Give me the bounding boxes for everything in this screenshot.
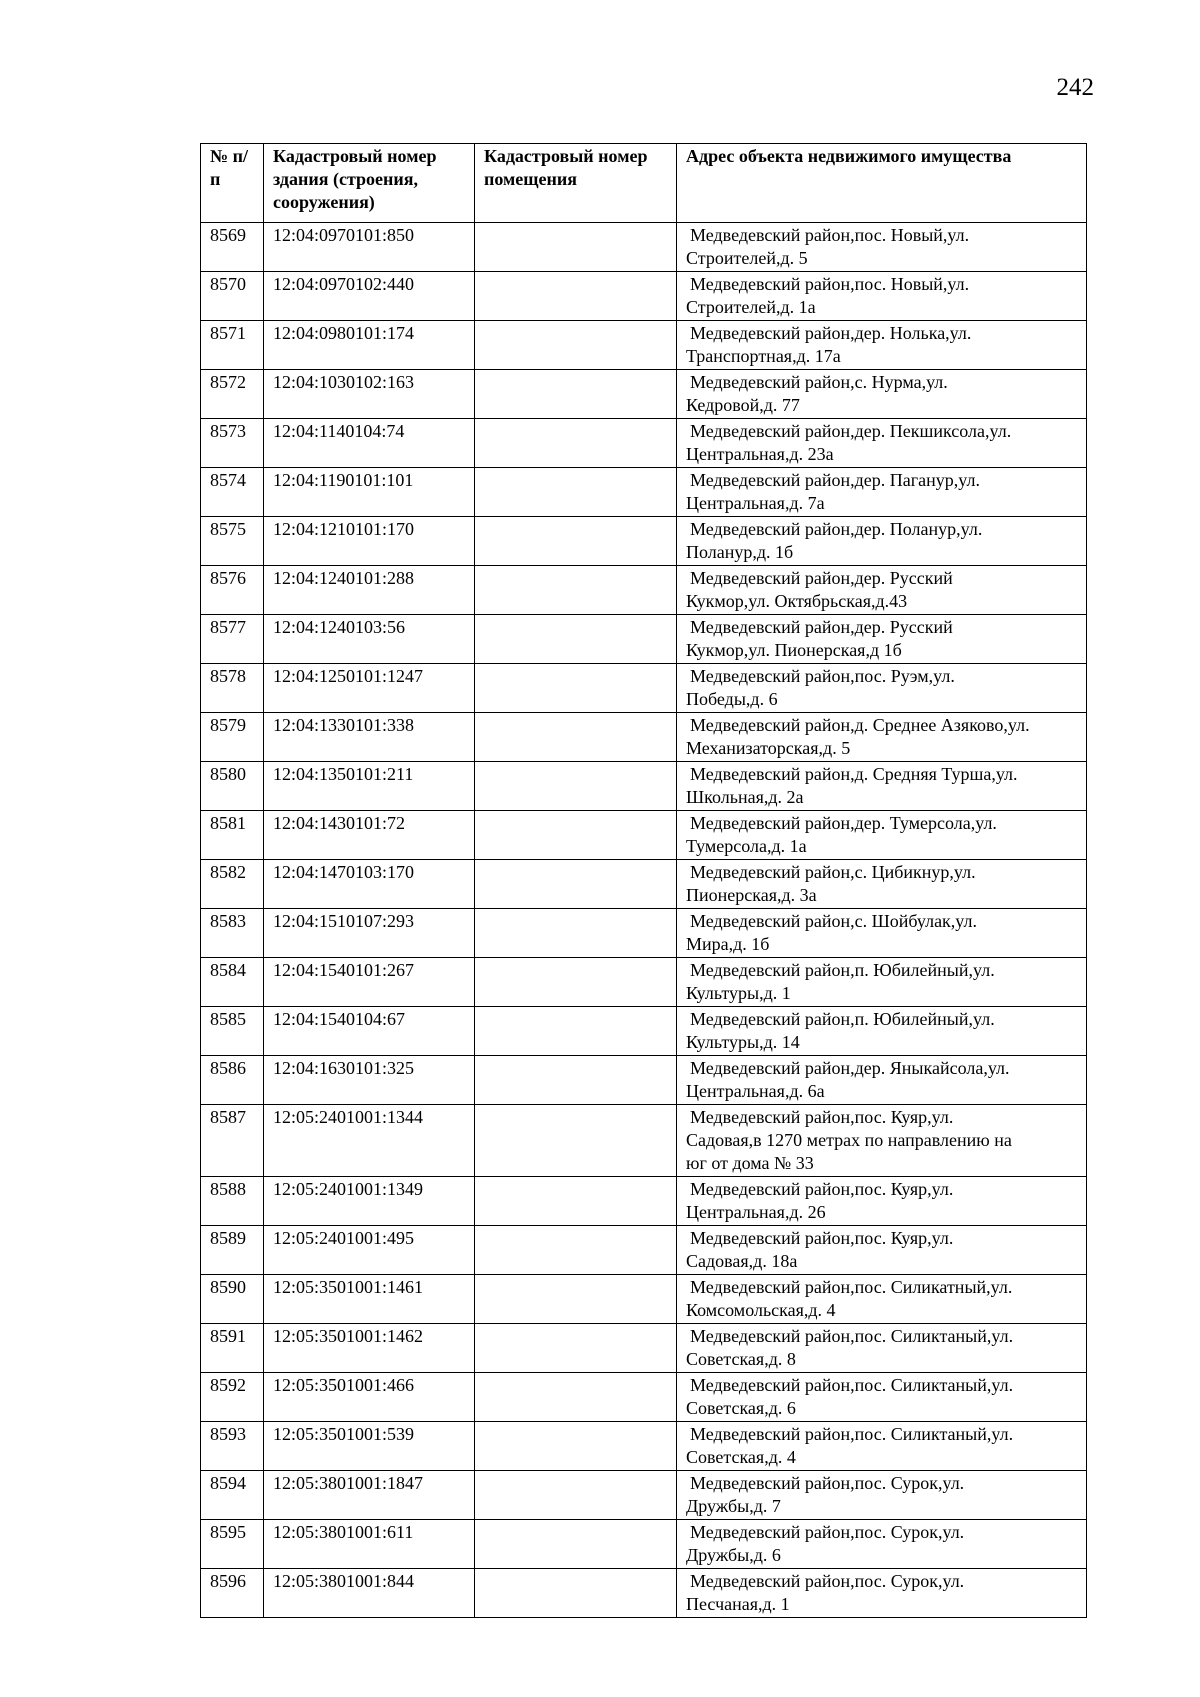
table-row (201, 909, 1087, 958)
property-address (677, 1324, 1087, 1373)
building-cadastral-number: 12:04:1250101:1247 (264, 664, 475, 713)
room-cadastral-number (475, 860, 677, 909)
property-address (677, 909, 1087, 958)
address-line: Медведевский район,дер. Пекшиксола,ул. (690, 421, 1012, 441)
row-number: 8575 (201, 517, 264, 566)
table-row (201, 713, 1087, 762)
address-line: Победы,д. 6 (686, 689, 778, 709)
address-line: Дружбы,д. 7 (686, 1496, 781, 1516)
row-number: 8578 (201, 664, 264, 713)
address-line: Медведевский район,пос. Силикатный,ул. (690, 1277, 1013, 1297)
building-cadastral-number: 12:05:2401001:495 (264, 1226, 475, 1275)
address-line: Медведевский район,пос. Руэм,ул. (690, 666, 955, 686)
row-number: 8592 (201, 1373, 264, 1422)
room-cadastral-number (475, 566, 677, 615)
table-row (201, 272, 1087, 321)
building-cadastral-number: 12:04:1630101:325 (264, 1056, 475, 1105)
room-cadastral-number (475, 1056, 677, 1105)
building-cadastral-number: 12:05:3801001:611 (264, 1520, 475, 1569)
row-number: 8574 (201, 468, 264, 517)
room-cadastral-number (475, 321, 677, 370)
address-line: Строителей,д. 5 (686, 248, 808, 268)
property-address (677, 1569, 1087, 1618)
property-address (677, 468, 1087, 517)
table-row (201, 1471, 1087, 1520)
address-line: Советская,д. 6 (686, 1398, 796, 1418)
building-cadastral-number: 12:04:1510107:293 (264, 909, 475, 958)
row-number: 8589 (201, 1226, 264, 1275)
room-cadastral-number (475, 713, 677, 762)
room-cadastral-number (475, 468, 677, 517)
building-cadastral-number: 12:05:3501001:466 (264, 1373, 475, 1422)
room-cadastral-number (475, 1373, 677, 1422)
property-registry-table (200, 143, 1087, 1618)
row-number: 8588 (201, 1177, 264, 1226)
table-row (201, 1569, 1087, 1618)
building-cadastral-number: 12:04:1350101:211 (264, 762, 475, 811)
address-line: Поланур,д. 1б (686, 542, 794, 562)
building-cadastral-number: 12:04:1240103:56 (264, 615, 475, 664)
address-line: Дружбы,д. 6 (686, 1545, 781, 1565)
address-line: Медведевский район,пос. Силиктаный,ул. (690, 1424, 1014, 1444)
address-line: Культуры,д. 1 (686, 983, 791, 1003)
property-address (677, 1520, 1087, 1569)
property-address (677, 1226, 1087, 1275)
address-line: Медведевский район,пос. Куяр,ул. (690, 1107, 954, 1127)
row-number: 8585 (201, 1007, 264, 1056)
page-number: 242 (1056, 74, 1094, 101)
building-cadastral-number: 12:04:1430101:72 (264, 811, 475, 860)
address-line: Школьная,д. 2а (686, 787, 804, 807)
address-line: Механизаторская,д. 5 (686, 738, 851, 758)
building-cadastral-number: 12:04:1140104:74 (264, 419, 475, 468)
property-address (677, 517, 1087, 566)
row-number: 8579 (201, 713, 264, 762)
building-cadastral-number: 12:04:0970102:440 (264, 272, 475, 321)
property-address (677, 1056, 1087, 1105)
building-cadastral-number: 12:05:3801001:1847 (264, 1471, 475, 1520)
address-line: Медведевский район,д. Средняя Турша,ул. (690, 764, 1018, 784)
property-address (677, 860, 1087, 909)
table-row (201, 1105, 1087, 1177)
building-cadastral-number: 12:04:1210101:170 (264, 517, 475, 566)
address-line: Транспортная,д. 17а (686, 346, 841, 366)
table-header-row (201, 144, 1087, 223)
address-line: юг от дома № 33 (686, 1153, 814, 1173)
address-line: Кукмор,ул. Октябрьская,д.43 (686, 591, 908, 611)
address-line: Песчаная,д. 1 (686, 1594, 790, 1614)
address-line: Медведевский район,пос. Куяр,ул. (690, 1228, 954, 1248)
room-cadastral-number (475, 811, 677, 860)
property-address (677, 419, 1087, 468)
table-row (201, 566, 1087, 615)
building-cadastral-number: 12:04:1540101:267 (264, 958, 475, 1007)
property-address (677, 1275, 1087, 1324)
address-line: Кедровой,д. 77 (686, 395, 800, 415)
row-number: 8596 (201, 1569, 264, 1618)
row-number: 8570 (201, 272, 264, 321)
table-row (201, 762, 1087, 811)
property-address (677, 321, 1087, 370)
header-address: Адрес объекта недвижимого имущества (677, 144, 1087, 223)
address-line: Центральная,д. 7а (686, 493, 825, 513)
address-line: Медведевский район,с. Нурма,ул. (690, 372, 948, 392)
property-address (677, 664, 1087, 713)
address-line: Медведевский район,с. Цибикнур,ул. (690, 862, 976, 882)
row-number: 8571 (201, 321, 264, 370)
address-line: Строителей,д. 1а (686, 297, 816, 317)
row-number: 8581 (201, 811, 264, 860)
table-row (201, 321, 1087, 370)
address-line: Центральная,д. 6а (686, 1081, 825, 1101)
row-number: 8587 (201, 1105, 264, 1177)
room-cadastral-number (475, 1177, 677, 1226)
address-line: Советская,д. 8 (686, 1349, 796, 1369)
property-address (677, 1007, 1087, 1056)
property-address (677, 1471, 1087, 1520)
row-number: 8569 (201, 223, 264, 272)
table-row (201, 1422, 1087, 1471)
table-body (201, 223, 1087, 1618)
table-row (201, 958, 1087, 1007)
property-address (677, 370, 1087, 419)
building-cadastral-number: 12:04:1190101:101 (264, 468, 475, 517)
property-address (677, 811, 1087, 860)
room-cadastral-number (475, 370, 677, 419)
row-number: 8586 (201, 1056, 264, 1105)
table-row (201, 419, 1087, 468)
building-cadastral-number: 12:04:0970101:850 (264, 223, 475, 272)
row-number: 8595 (201, 1520, 264, 1569)
address-line: Медведевский район,пос. Сурок,ул. (690, 1522, 965, 1542)
building-cadastral-number: 12:04:1330101:338 (264, 713, 475, 762)
table-row (201, 811, 1087, 860)
property-address (677, 713, 1087, 762)
address-line: Медведевский район,дер. Паганур,ул. (690, 470, 980, 490)
address-line: Медведевский район,пос. Силиктаный,ул. (690, 1375, 1014, 1395)
table-row (201, 1373, 1087, 1422)
building-cadastral-number: 12:05:3801001:844 (264, 1569, 475, 1618)
table-row (201, 1324, 1087, 1373)
property-address (677, 762, 1087, 811)
header-number: № п/п (201, 144, 264, 223)
header-building-cadastral: Кадастровый номер здания (строения, сооружения) (264, 144, 475, 223)
property-address (677, 1373, 1087, 1422)
room-cadastral-number (475, 958, 677, 1007)
row-number: 8576 (201, 566, 264, 615)
address-line: Медведевский район,п. Юбилейный,ул. (690, 1009, 995, 1029)
row-number: 8591 (201, 1324, 264, 1373)
room-cadastral-number (475, 419, 677, 468)
property-address (677, 566, 1087, 615)
address-line: Медведевский район,пос. Сурок,ул. (690, 1473, 965, 1493)
room-cadastral-number (475, 1471, 677, 1520)
row-number: 8580 (201, 762, 264, 811)
property-address (677, 223, 1087, 272)
address-line: Медведевский район,п. Юбилейный,ул. (690, 960, 995, 980)
building-cadastral-number: 12:05:3501001:1461 (264, 1275, 475, 1324)
room-cadastral-number (475, 1105, 677, 1177)
address-line: Садовая,в 1270 метрах по направлению на (686, 1130, 1012, 1150)
address-line: Центральная,д. 23а (686, 444, 834, 464)
row-number: 8584 (201, 958, 264, 1007)
property-address (677, 958, 1087, 1007)
address-line: Мира,д. 1б (686, 934, 770, 954)
row-number: 8572 (201, 370, 264, 419)
room-cadastral-number (475, 1275, 677, 1324)
address-line: Центральная,д. 26 (686, 1202, 826, 1222)
table-row (201, 1007, 1087, 1056)
building-cadastral-number: 12:05:2401001:1344 (264, 1105, 475, 1177)
address-line: Медведевский район,дер. Русский (690, 617, 953, 637)
table-row (201, 664, 1087, 713)
property-address (677, 1105, 1087, 1177)
property-address (677, 272, 1087, 321)
address-line: Медведевский район,дер. Русский (690, 568, 953, 588)
building-cadastral-number: 12:04:1240101:288 (264, 566, 475, 615)
table-row (201, 1226, 1087, 1275)
address-line: Кукмор,ул. Пионерская,д 1б (686, 640, 902, 660)
address-line: Медведевский район,пос. Новый,ул. (690, 274, 970, 294)
row-number: 8582 (201, 860, 264, 909)
table-row (201, 1520, 1087, 1569)
address-line: Тумерсола,д. 1а (686, 836, 807, 856)
room-cadastral-number (475, 1569, 677, 1618)
room-cadastral-number (475, 909, 677, 958)
address-line: Советская,д. 4 (686, 1447, 796, 1467)
address-line: Медведевский район,пос. Сурок,ул. (690, 1571, 965, 1591)
room-cadastral-number (475, 1324, 677, 1373)
room-cadastral-number (475, 223, 677, 272)
room-cadastral-number (475, 272, 677, 321)
table-row (201, 1275, 1087, 1324)
building-cadastral-number: 12:05:3501001:1462 (264, 1324, 475, 1373)
row-number: 8577 (201, 615, 264, 664)
table-row (201, 370, 1087, 419)
table-row (201, 517, 1087, 566)
building-cadastral-number: 12:05:3501001:539 (264, 1422, 475, 1471)
address-line: Пионерская,д. 3а (686, 885, 817, 905)
address-line: Комсомольская,д. 4 (686, 1300, 836, 1320)
row-number: 8593 (201, 1422, 264, 1471)
room-cadastral-number (475, 664, 677, 713)
room-cadastral-number (475, 1007, 677, 1056)
building-cadastral-number: 12:05:2401001:1349 (264, 1177, 475, 1226)
header-room-cadastral: Кадастровый номер помещения (475, 144, 677, 223)
address-line: Медведевский район,дер. Нолька,ул. (690, 323, 972, 343)
room-cadastral-number (475, 1520, 677, 1569)
room-cadastral-number (475, 1422, 677, 1471)
address-line: Медведевский район,пос. Новый,ул. (690, 225, 970, 245)
address-line: Медведевский район,с. Шойбулак,ул. (690, 911, 977, 931)
row-number: 8573 (201, 419, 264, 468)
address-line: Медведевский район,дер. Поланур,ул. (690, 519, 983, 539)
row-number: 8590 (201, 1275, 264, 1324)
row-number: 8594 (201, 1471, 264, 1520)
room-cadastral-number (475, 762, 677, 811)
row-number: 8583 (201, 909, 264, 958)
address-line: Культуры,д. 14 (686, 1032, 800, 1052)
building-cadastral-number: 12:04:1030102:163 (264, 370, 475, 419)
room-cadastral-number (475, 517, 677, 566)
address-line: Медведевский район,дер. Тумерсола,ул. (690, 813, 997, 833)
table-row (201, 1177, 1087, 1226)
table-row (201, 223, 1087, 272)
property-address (677, 1422, 1087, 1471)
address-line: Медведевский район,д. Среднее Азяково,ул. (690, 715, 1030, 735)
table-row (201, 615, 1087, 664)
room-cadastral-number (475, 1226, 677, 1275)
building-cadastral-number: 12:04:0980101:174 (264, 321, 475, 370)
address-line: Медведевский район,пос. Куяр,ул. (690, 1179, 954, 1199)
address-line: Медведевский район,пос. Силиктаный,ул. (690, 1326, 1014, 1346)
property-address (677, 1177, 1087, 1226)
address-line: Садовая,д. 18а (686, 1251, 798, 1271)
table-row (201, 468, 1087, 517)
table-row (201, 1056, 1087, 1105)
property-address (677, 615, 1087, 664)
room-cadastral-number (475, 615, 677, 664)
building-cadastral-number: 12:04:1540104:67 (264, 1007, 475, 1056)
building-cadastral-number: 12:04:1470103:170 (264, 860, 475, 909)
address-line: Медведевский район,дер. Яныкайсола,ул. (690, 1058, 1010, 1078)
table-row (201, 860, 1087, 909)
